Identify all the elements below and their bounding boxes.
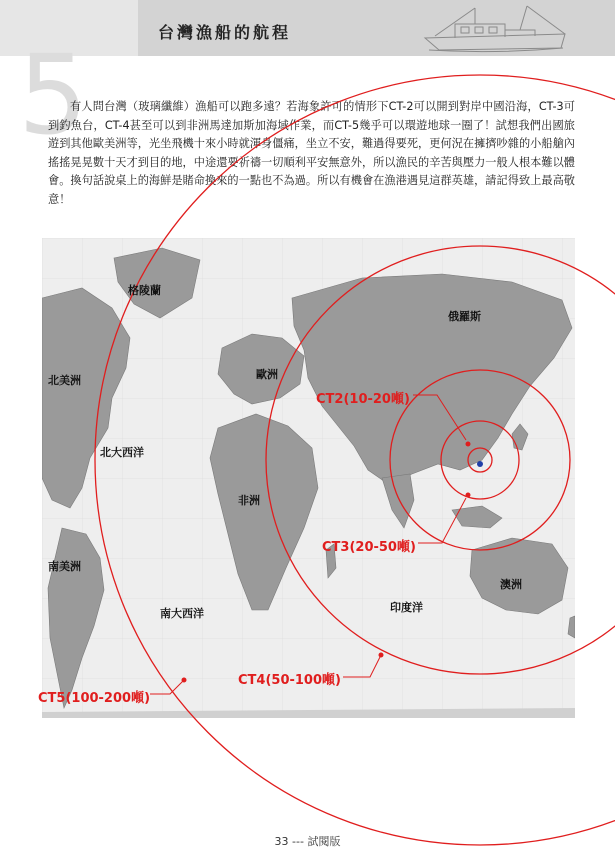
label-indian-ocean: 印度洋 — [390, 601, 423, 614]
ct3-leader-line — [418, 498, 466, 543]
label-ct4: CT4(50-100噸) — [238, 673, 341, 688]
ct3-marker-dot — [466, 493, 471, 498]
label-south-atlantic: 南大西洋 — [160, 607, 204, 620]
ct5-marker-dot — [182, 678, 187, 683]
page-footer: 33 --- 試閱版 — [274, 835, 341, 848]
ct5-leader-line — [150, 680, 184, 694]
ct5-range-circle — [95, 75, 615, 845]
taiwan-marker — [477, 461, 483, 467]
ct2-leader-line — [413, 395, 466, 440]
label-europe: 歐洲 — [256, 368, 278, 381]
ct1-small-circle — [468, 448, 492, 472]
ct4-marker-dot — [379, 653, 384, 658]
label-ct5: CT5(100-200噸) — [38, 691, 151, 706]
label-south-america: 南美洲 — [48, 560, 81, 573]
ct2-range-circle — [441, 421, 519, 499]
label-north-atlantic: 北大西洋 — [100, 446, 144, 459]
label-ct3: CT3(20-50噸) — [322, 540, 416, 555]
label-africa: 非洲 — [238, 494, 260, 507]
page-title: 台灣漁船的航程 — [158, 23, 292, 42]
label-north-america: 北美洲 — [48, 374, 81, 387]
label-russia: 俄羅斯 — [448, 310, 481, 323]
ct2-marker-dot — [466, 442, 471, 447]
label-australia: 澳洲 — [500, 578, 522, 591]
ct4-leader-line — [343, 655, 381, 677]
ct3-range-circle — [390, 370, 570, 550]
label-greenland: 格陵蘭 — [128, 284, 161, 297]
intro-paragraph: 有人問台灣（玻璃纖維）漁船可以跑多遠？若海象許可的情形下CT-2可以開到對岸中國沿海，CT-3可到釣魚台，CT-4甚至可以到非洲馬達加斯加海域作業，而CT-5幾乎可以環遊地球一圈了！試想我們出國旅遊到其他歐美洲等，光坐飛機十來小時就渾身僵痛，坐立不安，難過得要死，更何況在擁擠吵雜的小船艙內搖搖晃晃數十天才到目的地，中途還要祈禱一切順利平安無意外，所以漁民的辛苦與壓力一般人根本難以體會。換句話說桌上的海鮮是賭命換來的一點也不為過。所以有機會在漁港遇見這群英雄，請記得致上最高敬意！ — [48, 100, 575, 206]
chapter-number: 5 — [18, 31, 88, 159]
label-ct2: CT2(10-20噸) — [316, 392, 410, 407]
